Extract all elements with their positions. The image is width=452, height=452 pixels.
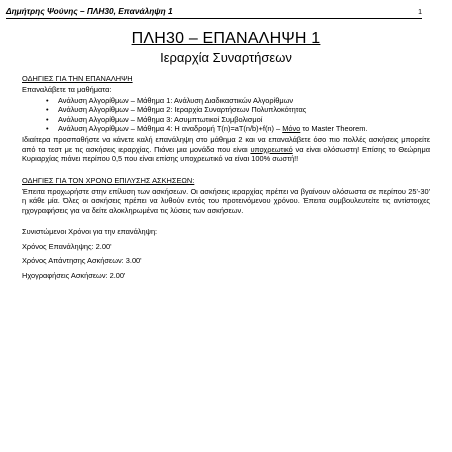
document-subtitle: Ιεραρχία Συναρτήσεων — [160, 50, 292, 65]
time-exercises: Χρόνος Απάντησης Ασκήσεων: 3.00' — [22, 256, 142, 266]
review-note-mandatory: υποχρεωτικό — [250, 144, 293, 154]
lesson-item: • Ανάλυση Αλγορίθμων – Μάθημα 1: Ανάλυση Διαδικαστικών Αλγορίθμων — [22, 96, 430, 105]
lesson-list — [22, 96, 430, 134]
page-header — [6, 6, 422, 19]
review-intro: Επαναλάβετε τα μαθήματα: — [22, 85, 112, 95]
time-review: Χρόνος Επανάληψης: 2.00' — [22, 241, 112, 251]
recommended-times-label: Συνιστώμενοι Χρόνοι για την επανάληψη: — [22, 227, 158, 237]
lesson4-only: Μόνο — [282, 124, 301, 134]
review-note — [22, 135, 430, 163]
section-heading-time: ΟΔΗΓΙΕΣ ΓΙΑ ΤΟΝ ΧΡΟΝΟ ΕΠΙΛΥΣΗΣ ΑΣΚΗΣΕΩΝ: — [22, 175, 195, 185]
review-note-part2: να είναι ολόσωστη! Επίσης το Θεώρημα Κυριαρχίας πιάνει περίπου 0,5 που είναι επίσης υποχρεωτικό να είναι 100% σωστή!! — [22, 144, 431, 164]
lesson-item: • Ανάλυση Αλγορίθμων – Μάθημα 3: Ασυμπτωτικοί Συμβολισμοί — [22, 115, 430, 124]
lesson-item: • Ανάλυση Αλγορίθμων – Μάθημα 2: Ιεραρχία Συναρτήσεων Πολυπλοκότητας — [22, 105, 430, 114]
document-body — [22, 74, 430, 280]
lesson-item — [22, 124, 430, 133]
page-number: 1 — [418, 9, 422, 16]
section-heading-review: ΟΔΗΓΙΕΣ ΓΙΑ ΤΗΝ ΕΠΑΝΑΛΗΨΗ — [22, 74, 133, 83]
document-title: ΠΛΗ30 – ΕΠΑΝΑΛΗΨΗ 1 — [131, 30, 321, 47]
time-instructions: Έπειτα προχωρήστε στην επίλυση των ασκήσεων. Οι ασκήσεις ιεραρχίας πρέπει να βγαίνουν ολόσωστα σε περίπου 25'-30' η κάθε μία. Όλες οι ασκήσεις πρέπει να λυθούν εντός του προτεινόμενου χρόνου. Έπειτα συμβουλευτείτε τις αντίστοιχες ηχογραφήσεις για να δείτε αλοκληρωμένα τις λύσεις των ασκήσεων. — [22, 187, 430, 215]
lesson4-text: Ανάλυση Αλγορίθμων – Μάθημα 4: Η αναδρομή T(n)=aT(n/b)+f(n) – — [58, 124, 283, 134]
time-recordings: Ηχογραφήσεις Ασκήσεων: 2.00' — [22, 270, 126, 280]
lesson4-tail: το Master Theorem. — [300, 124, 368, 134]
header-author-course: Δημήτρης Ψούνης – ΠΛΗ30, Επανάληψη 1 — [6, 6, 173, 16]
review-note-part1: Ιδιαίτερα προσπαθήστε να κάνετε καλή επανάληψη στο μάθημα 2 και να επαναλάβετε όσο πιο πολλές ασκήσεις μπορείτε από τα τεστ με τις ασκήσεις ιεραρχίας. Πιάνει μια μονάδα που είναι — [22, 135, 430, 154]
